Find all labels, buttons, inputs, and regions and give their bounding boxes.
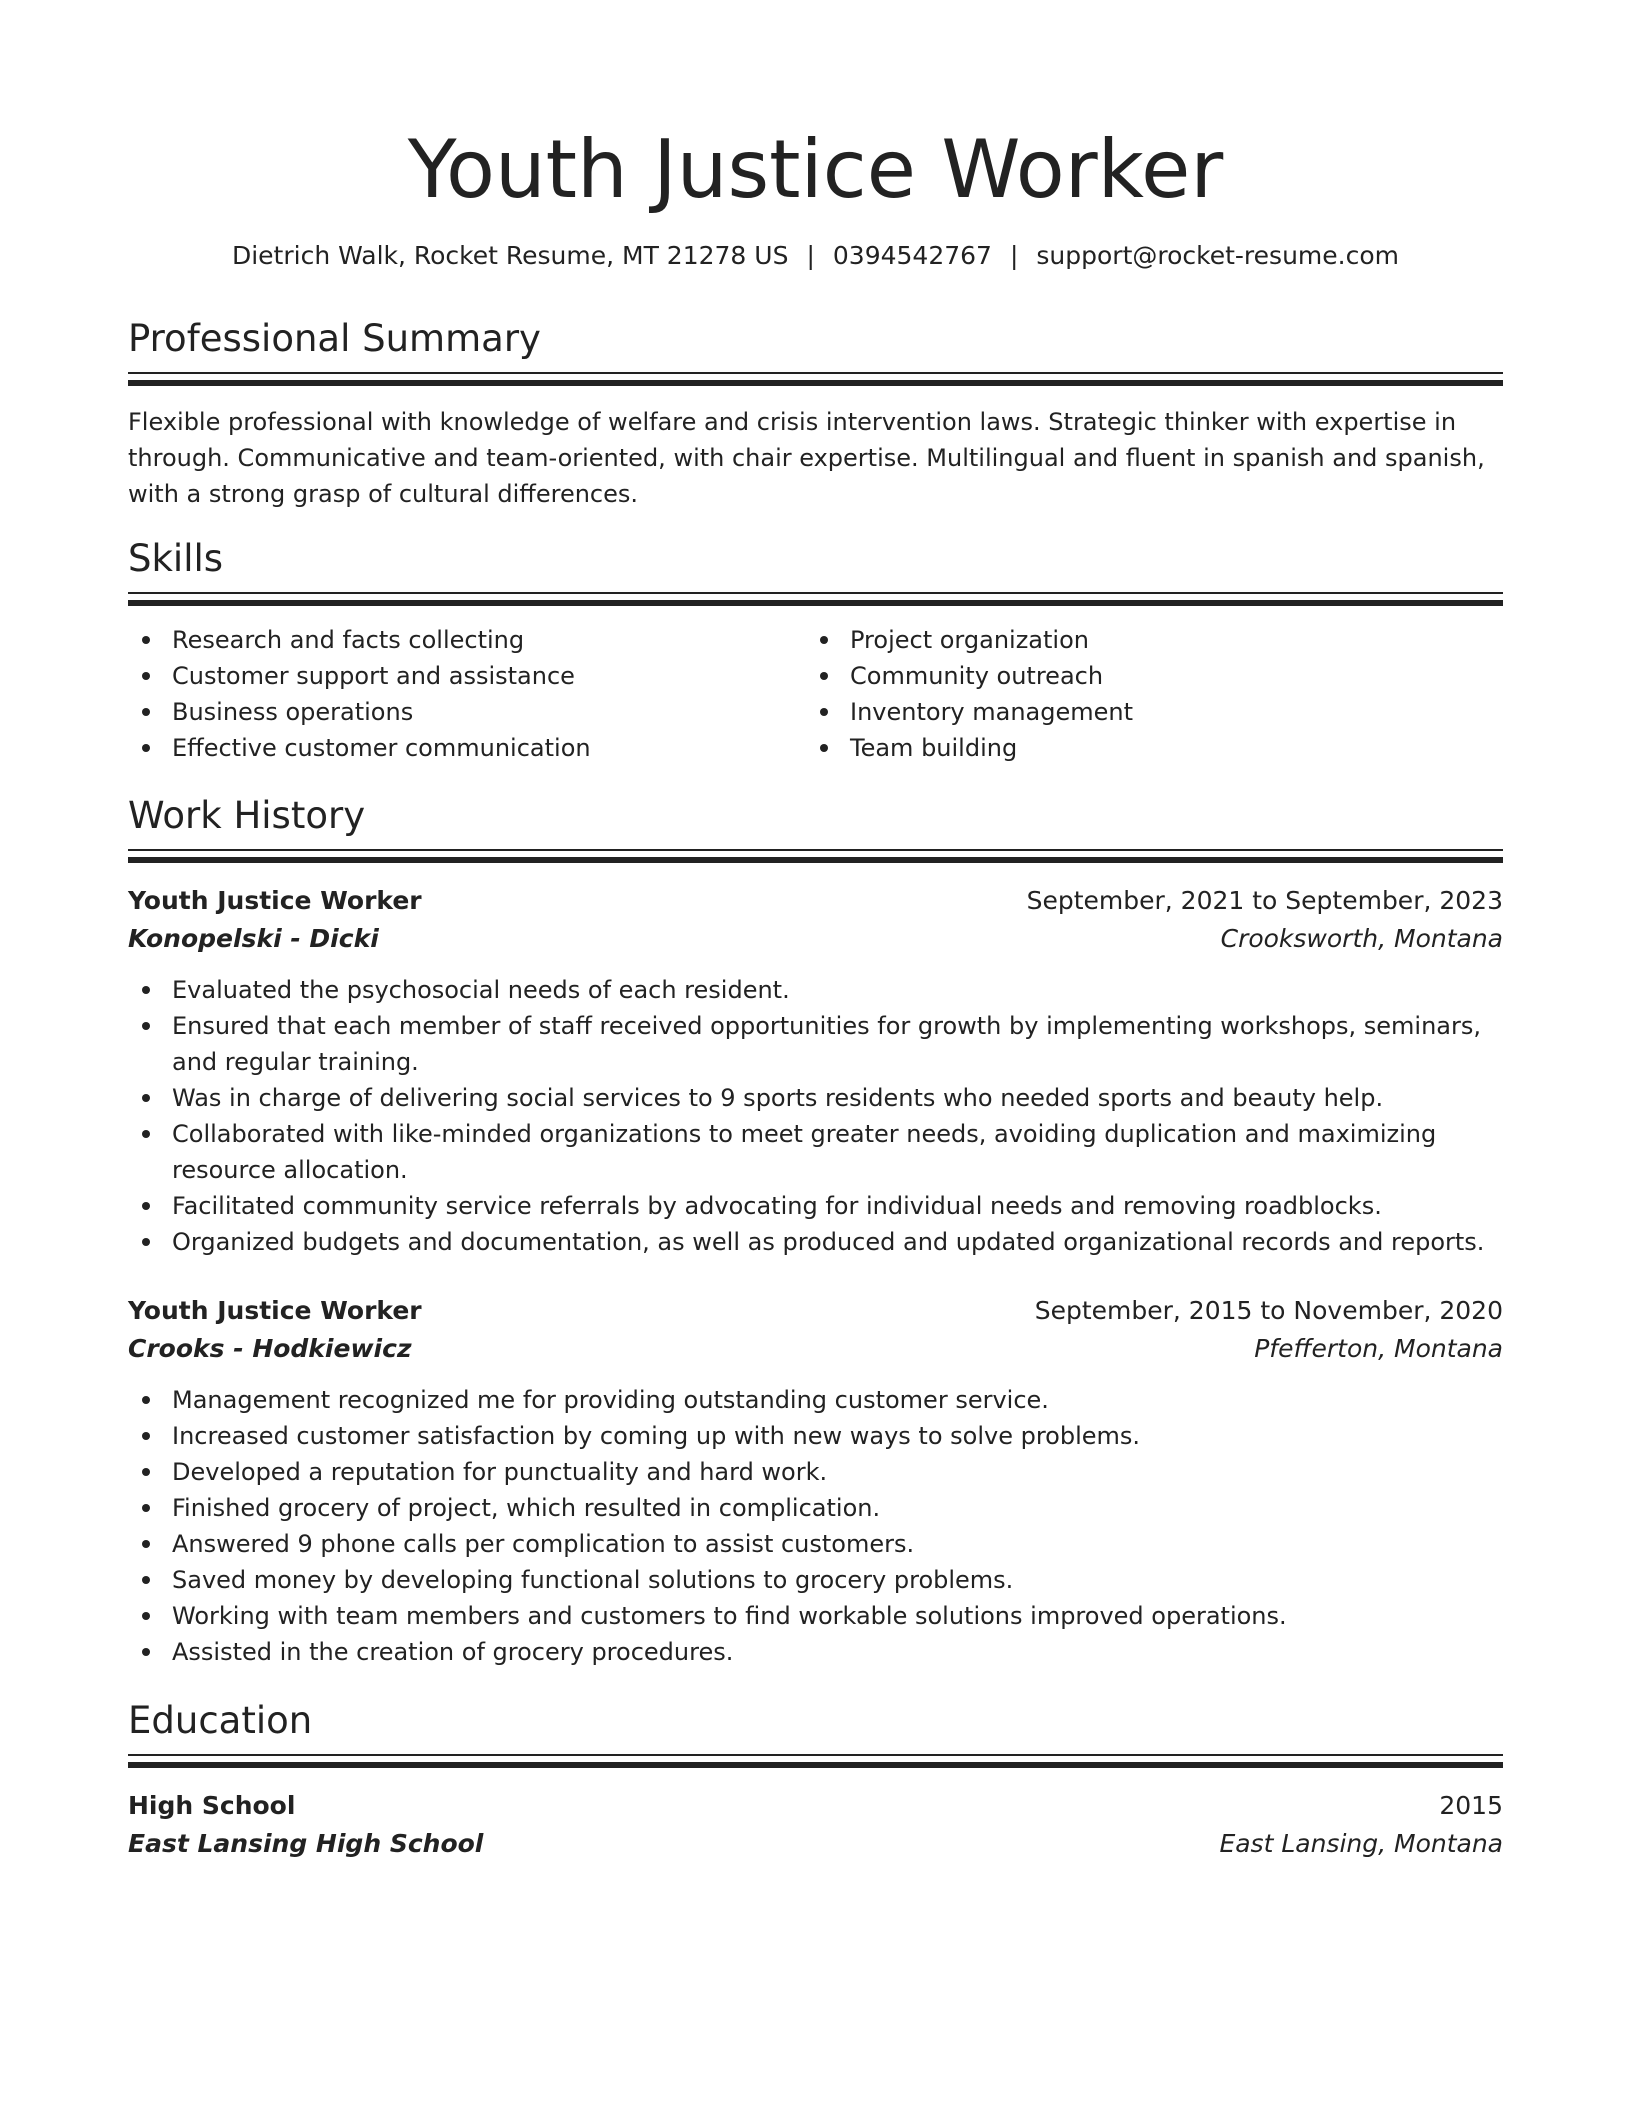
section-divider <box>128 1762 1503 1768</box>
job-bullet: Finished grocery of project, which resulted in complication. <box>128 1490 1503 1526</box>
skill-item: Community outreach <box>806 658 1484 694</box>
skill-item: Project organization <box>806 622 1484 658</box>
job-entry <box>128 1292 1503 1670</box>
job-bullet: Ensured that each member of staff received opportunities for growth by implementing workshops, seminars, and regular training. <box>128 1008 1503 1080</box>
phone: 0394542767 <box>832 241 992 270</box>
skills-list-right <box>806 622 1484 766</box>
job-bullet: Management recognized me for providing outstanding customer service. <box>128 1382 1503 1418</box>
skill-item: Business operations <box>128 694 806 730</box>
section-divider <box>128 1754 1503 1756</box>
resume-title: Youth Justice Worker <box>407 123 1224 216</box>
skills-list-left <box>128 622 806 766</box>
skill-item: Customer support and assistance <box>128 658 806 694</box>
job-dates: September, 2015 to November, 2020 <box>1034 1296 1503 1325</box>
summary-text: Flexible professional with knowledge of welfare and crisis intervention laws. Strategic thinker with expertise in through. Communicative and team-oriented, with chair expertise. Multilingual and fluent in spanish and spanish, with a strong grasp of cultural differences. <box>128 408 1485 508</box>
job-bullet: Was in charge of delivering social services to 9 sports residents who needed sports and beauty help. <box>128 1080 1503 1116</box>
job-title: Youth Justice Worker <box>128 886 422 915</box>
company-name: Crooks - Hodkiewicz <box>128 1334 412 1363</box>
skills-columns <box>128 622 1503 766</box>
section-divider <box>128 380 1503 386</box>
contact-separator: | <box>806 241 815 270</box>
graduation-year: 2015 <box>1439 1791 1503 1820</box>
education-entry <box>128 1787 1503 1863</box>
job-location: Crooksworth, Montana <box>1220 924 1503 953</box>
work-history-section <box>128 793 1503 863</box>
job-bullet: Developed a reputation for punctuality and hard work. <box>128 1454 1503 1490</box>
summary-heading: Professional Summary <box>128 317 541 360</box>
job-bullet: Saved money by developing functional solutions to grocery problems. <box>128 1562 1503 1598</box>
section-divider <box>128 372 1503 374</box>
job-bullet: Increased customer satisfaction by coming up with new ways to solve problems. <box>128 1418 1503 1454</box>
work-history-heading: Work History <box>128 794 366 837</box>
job-location: Pfefferton, Montana <box>1254 1334 1503 1363</box>
job-bullet: Answered 9 phone calls per complication to assist customers. <box>128 1526 1503 1562</box>
skill-item: Team building <box>806 730 1484 766</box>
section-divider <box>128 849 1503 851</box>
job-title: Youth Justice Worker <box>128 1296 422 1325</box>
skill-item: Research and facts collecting <box>128 622 806 658</box>
job-bullet: Assisted in the creation of grocery procedures. <box>128 1634 1503 1670</box>
section-divider <box>128 592 1503 594</box>
skill-item: Effective customer communication <box>128 730 806 766</box>
school-name: East Lansing High School <box>128 1829 484 1858</box>
section-divider <box>128 857 1503 863</box>
contact-separator: | <box>1009 241 1019 270</box>
job-bullet-list <box>128 1382 1503 1670</box>
skills-heading: Skills <box>128 537 224 580</box>
company-name: Konopelski - Dicki <box>128 924 379 953</box>
job-bullet: Working with team members and customers to find workable solutions improved operations. <box>128 1598 1503 1634</box>
job-bullet: Facilitated community service referrals by advocating for individual needs and removing roadblocks. <box>128 1188 1503 1224</box>
education-heading: Education <box>128 1699 313 1742</box>
job-bullet-list <box>128 972 1503 1260</box>
school-location: East Lansing, Montana <box>1219 1829 1503 1858</box>
skills-section <box>128 536 1503 766</box>
email: support@rocket-resume.com <box>1036 241 1399 270</box>
job-entry <box>128 882 1503 1260</box>
job-dates: September, 2021 to September, 2023 <box>1026 886 1503 915</box>
job-bullet: Collaborated with like-minded organizations to meet greater needs, avoiding duplication and maximizing resource allocation. <box>128 1116 1503 1188</box>
section-divider <box>128 600 1503 606</box>
job-bullet: Organized budgets and documentation, as well as produced and updated organizational records and reports. <box>128 1224 1503 1260</box>
contact-line <box>128 240 1503 272</box>
address: Dietrich Walk, Rocket Resume, MT 21278 US <box>231 241 789 270</box>
job-bullet: Evaluated the psychosocial needs of each resident. <box>128 972 1503 1008</box>
skill-item: Inventory management <box>806 694 1484 730</box>
education-section <box>128 1698 1503 1768</box>
degree: High School <box>128 1791 296 1820</box>
summary-section <box>128 316 1503 512</box>
